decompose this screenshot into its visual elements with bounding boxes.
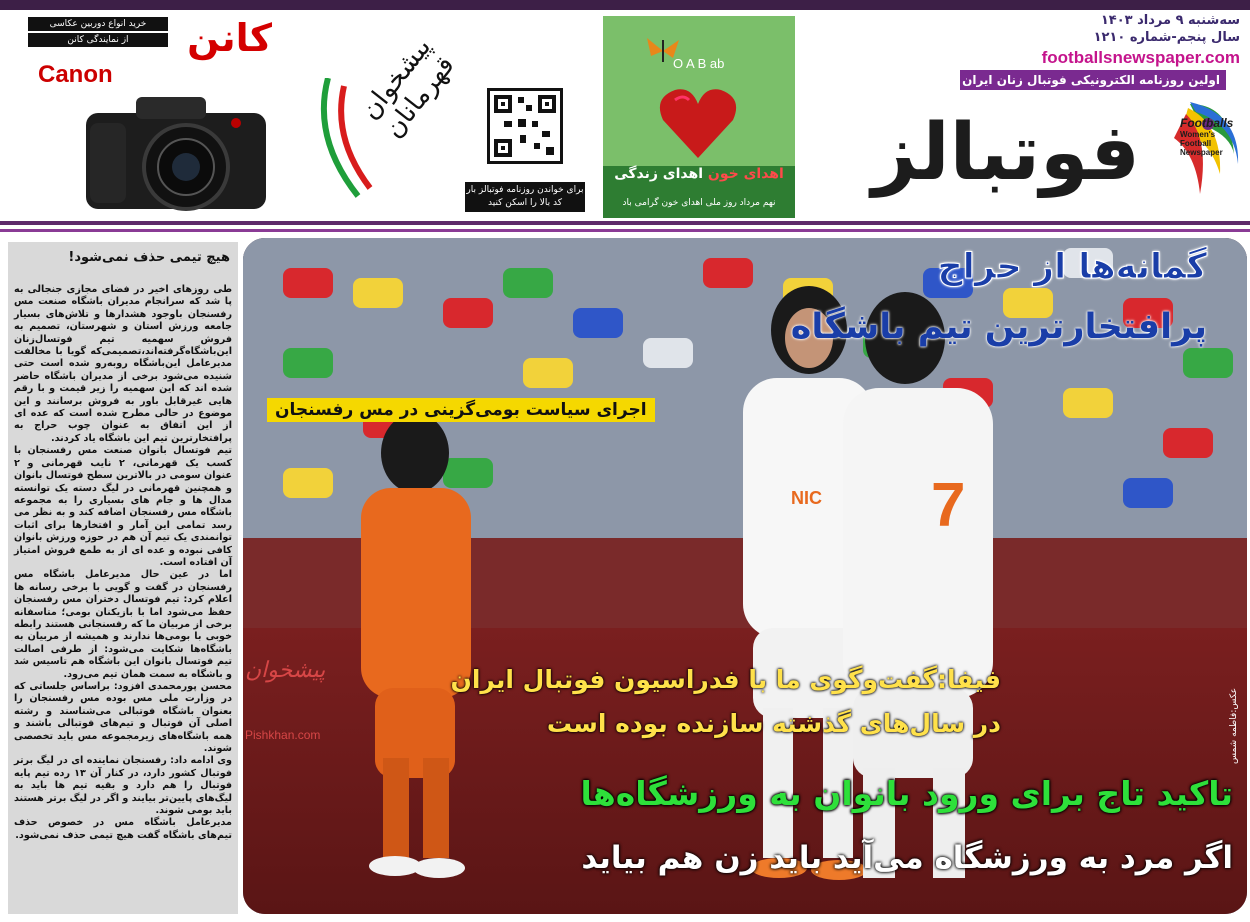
quote-headline: اگر مرد به ورزشگاه می‌آید باید زن هم بیاید: [581, 840, 1233, 876]
qr-caption: برای خواندن روزنامه فوتبالز بار کد بالا را اسکن کنید: [465, 182, 585, 212]
sidebar-paragraph: تیم فوتسال بانوان صنعت مس رفسنجان با کسب یک قهرمانی، ۲ نایب قهرمانی و ۲ عنوان سومی در بالاترین سطح فوتسال بانوان و همچنین قهرمانی در لیگ دسته یک توانسته مدال ها و جام های بسیاری را به مجموعه باشگاه مس رفسنجان اضافه کند و به نظر می رسد تمامی این آمار و افتخارها برای اثبات توانمندی یک تیم آن هم در حوزه ورزش بانوان کافی نبوده و عده ای از به طمع فروش امتیاز آن افتاده است.: [14, 445, 232, 568]
date-line: سه‌شنبه ۹ مرداد ۱۴۰۳: [1100, 13, 1240, 28]
jersey-text: NIC: [791, 488, 822, 508]
blood-ad-caption: نهم مرداد روز ملی اهدای خون گرامی باد: [622, 198, 776, 208]
subheadline: اجرای سیاست بومی‌گزینی در مس رفسنجان: [267, 398, 655, 422]
sidebar-paragraph: طی روزهای اخیر در فضای مجازی جنجالی به پا شد که سرانجام مدیران باشگاه صنعت مس رفسنجان باوجود هشدارها و تلاش‌های بسیار جامعه ورزش استان و شهرستان، تصمیم به فروش سهمیه تیم فوتسال‌زنان این‌باشگاه‌گرفته‌اند،تصمیمی‌که گویا با مخالفت مدیرعامل این‌باشگاه روبه‌رو شده است حتی شنیده می‌شود برخی از مدیران باشگاه حاضر شده اند که این سهمیه را زیر قیمت و با رقم هایی غیرقابل باور به فروش برسانند و این موضوع در حالی مطرح شده است که عده ای از این اتفاق به عنوان چوب حراج به پرافتخارترین تیم این باشگاه یاد کردند.: [14, 284, 232, 444]
header-divider: [0, 221, 1250, 225]
canon-fa-logo: کانن: [187, 16, 272, 60]
tagline: اولین روزنامه الکترونیکی فوتبال زنان ایران: [960, 70, 1226, 90]
sidebar-paragraph: وی ادامه داد: رفسنجان نماینده ای در لیگ برتر فوتبال کشور دارد، در کنار آن ۱۳ رده تیم پایه فوتبال را هم دارد و بقیه تیم ها باید به لیگ‌های پایین‌تر بیایند و اگر در لیگ برتر هستند باید بومی شوند.: [14, 755, 232, 817]
blood-donation-ad[interactable]: [603, 16, 795, 218]
sidebar-paragraph: محسن پورمحمدی افزود: براساس جلساتی که در وزارت ملی مس بوده مس رفسنجان را بعنوان باشگاه فوتبالی می‌شناسند و رشته اصلی آن فوتبال و تیم‌های فوتبالی باشند و همه باشگاه‌های زیرمجموعه مس باید تخصصی شوند.: [14, 681, 232, 755]
blood-ad-title: [611, 166, 787, 182]
blood-ad-title-1: اهدای خون: [707, 166, 784, 182]
watermark-en: Pishkhan.com: [245, 728, 321, 742]
fifa-headline-2: در سال‌های گذشته سازنده بوده است: [546, 709, 1001, 738]
top-border: [0, 0, 1250, 10]
canon-en-logo: Canon: [38, 61, 113, 88]
sidebar-paragraph: اما در عین حال مدیرعامل باشگاه مس رفسنجان در گفت و گویی با برخی رسانه ها اعلام کرد: تیم فوتسال دختران مس رفسنجان حفظ می‌شود اما با بازیکنان بومی؛ متاسفانه برخی از مربیان ما که رفسنجانی هستند رابطه خوبی با بومی‌ها ندارند و همیشه از مربیان به باشگاه‌ها شکایت می‌شود: از طرفی اصالت تیم فوتسال بانوان این باشگاه هم تاسیس شد و باشگاه به سمت همان تیم می‌رود.: [14, 569, 232, 680]
site-url[interactable]: footballsnewspaper.com: [1041, 48, 1240, 67]
qr-code-icon[interactable]: [487, 88, 563, 164]
issue-number: سال پنجم-شماره ۱۲۱۰: [1093, 30, 1240, 45]
champions-ad[interactable]: [318, 18, 498, 208]
heart-icon: [655, 78, 741, 164]
headline-line-1: گمانه‌ها از حراج: [937, 247, 1207, 287]
watermark: [245, 658, 345, 758]
sidebar-column: [8, 242, 238, 914]
main-photo: [243, 238, 1247, 914]
watermark-fa: پیشخوان: [245, 658, 326, 683]
photo-credit: عکس:فاطمه شمس: [1229, 688, 1239, 765]
logo-english-title: Footballs: [1180, 116, 1234, 130]
fifa-headline-1: فیفا:گفت‌وگوی ما با فدراسیون فوتبال ایران: [450, 665, 1001, 694]
blood-ad-title-2: اهدای زندگی: [614, 166, 703, 182]
jersey-number: 7: [931, 471, 966, 540]
sidebar-title: هیچ تیمی حذف نمی‌شود!: [68, 250, 230, 265]
sidebar-body: [14, 284, 232, 842]
canon-tagline-2: از نمایندگی کانن: [28, 33, 168, 47]
blood-types: O A B ab: [673, 56, 725, 71]
newspaper-logo: [871, 94, 1240, 219]
sidebar-paragraph: مدیرعامل باشگاه مس در خصوص حذف تیم‌های باشگاه گفت هیچ تیمی حذف نمی‌شود.: [14, 817, 232, 841]
headline-line-2: پرافتخارترین تیم باشگاه: [790, 307, 1207, 347]
canon-tagline-1: خرید انواع دوربین عکاسی: [28, 17, 168, 31]
issue-date: [1020, 12, 1240, 46]
main-bottom-headline: تاکید تاج برای ورود بانوان به ورزشگاه‌ها: [580, 774, 1233, 813]
logo-english: [1180, 116, 1238, 157]
camera-icon: [76, 83, 276, 213]
canon-ad[interactable]: [18, 15, 280, 215]
logo-wordmark: فوتبالز: [871, 108, 1140, 198]
logo-english-sub: Women's Football Newspaper: [1180, 130, 1223, 157]
masthead: [830, 12, 1240, 217]
champions-ad-text: پیشخوان قهرمانان: [355, 32, 461, 144]
header-divider-thin: [0, 229, 1250, 232]
